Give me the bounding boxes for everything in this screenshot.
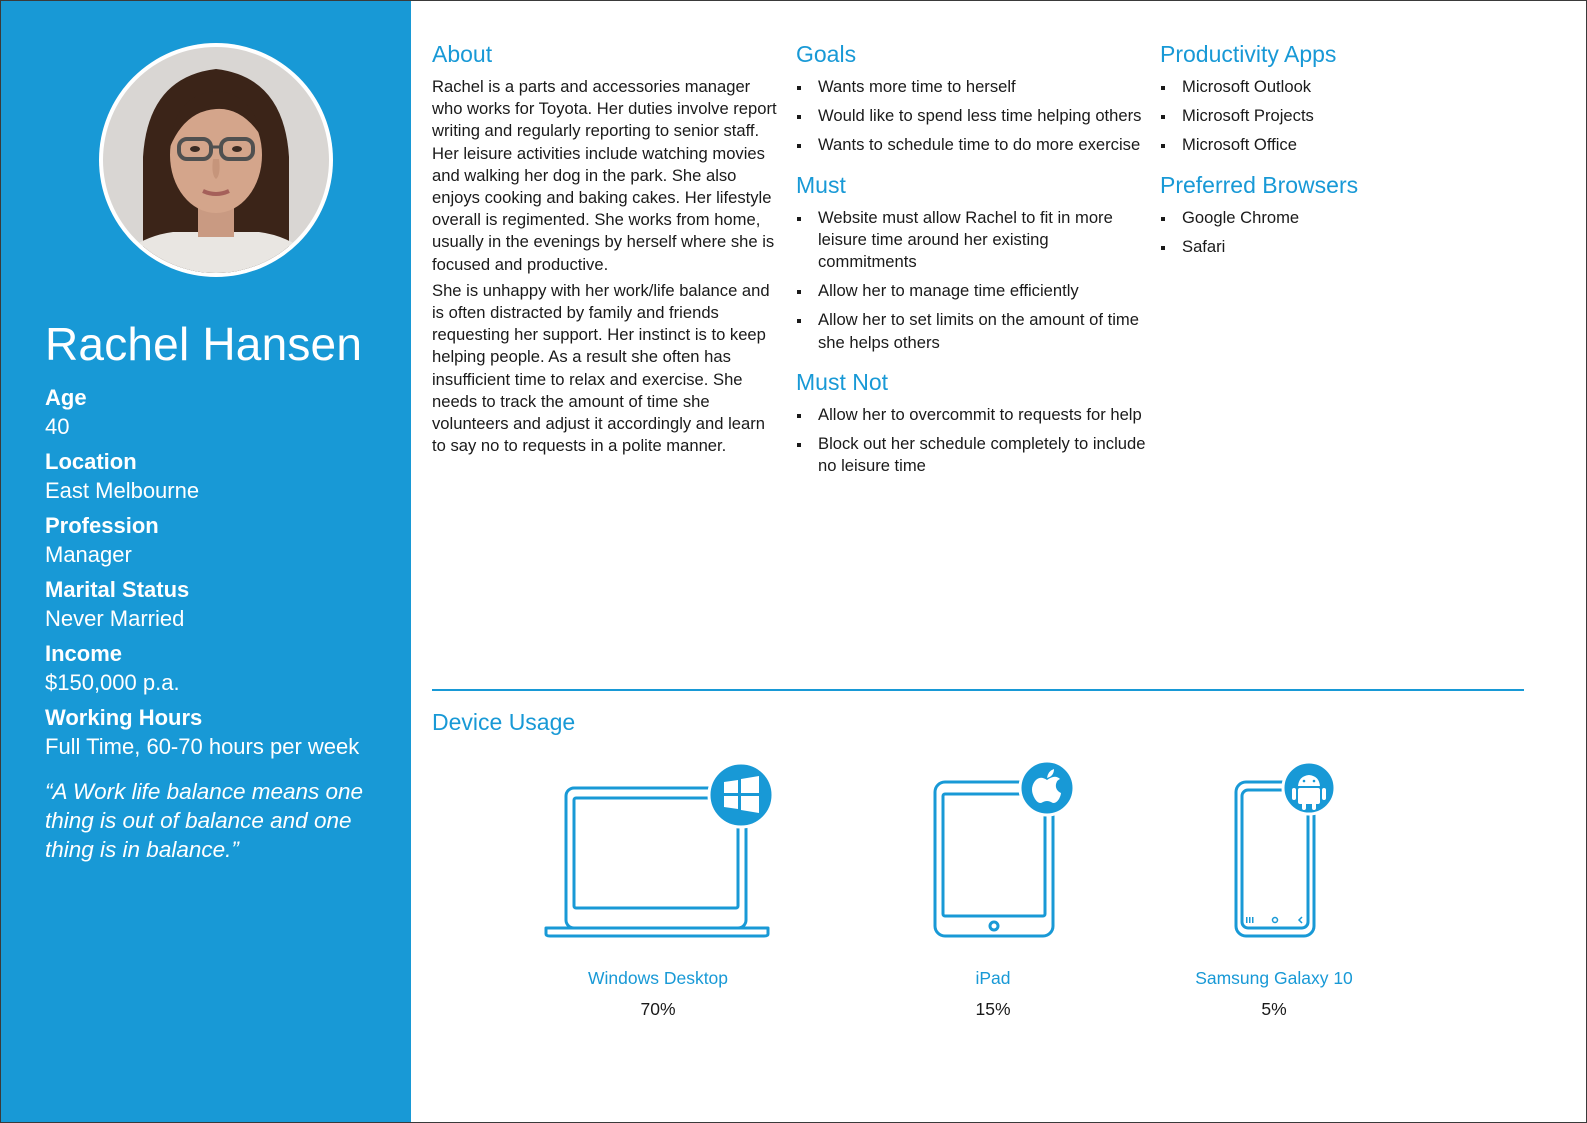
- device-samsung-galaxy: [1124, 760, 1424, 1019]
- device-name: iPad: [975, 968, 1011, 988]
- persona-photo: [103, 47, 329, 273]
- laptop-icon: [508, 760, 808, 960]
- device-ipad: [843, 760, 1143, 1019]
- productivity-apps-list: [1160, 76, 1540, 157]
- device-percent: 15%: [975, 999, 1011, 1019]
- avatar: [99, 43, 333, 277]
- fact-working-hours: [45, 703, 395, 760]
- fact-value: East Melbourne: [45, 478, 200, 503]
- fact-label: Income: [45, 641, 123, 666]
- fact-value: Never Married: [45, 606, 185, 631]
- fact-label: Age: [45, 385, 87, 410]
- windows-logo-icon: [709, 763, 773, 827]
- preferred-browsers-heading: Preferred Browsers: [1160, 171, 1359, 198]
- about-paragraph: She is unhappy with her work/life balance and is often distracted by family and friends requesting her support. Her instinct is to keep helping people. As a result she often has insufficient time to relax and exercise. She needs to track the amount of time she volunteers and adjust it accordingly and learn to say no to requests in a polite manner.: [432, 280, 770, 456]
- persona-facts: [45, 383, 395, 767]
- list-item: Block out her schedule completely to include no leisure time: [796, 433, 1146, 477]
- goals-section: [796, 38, 1146, 489]
- goals-heading: Goals: [796, 41, 857, 67]
- must-not-heading: Must Not: [796, 368, 889, 395]
- fact-location: [45, 447, 395, 504]
- list-item: Would like to spend less time helping others: [796, 105, 1146, 127]
- device-windows-desktop: [508, 760, 808, 1019]
- fact-value: $150,000 p.a.: [45, 670, 180, 695]
- list-item: Wants to schedule time to do more exercise: [796, 134, 1146, 156]
- list-item: Wants more time to herself: [796, 76, 1146, 98]
- tablet-icon: [843, 760, 1143, 960]
- fact-income: [45, 639, 395, 696]
- apps-section: [1160, 38, 1540, 270]
- list-item: Microsoft Projects: [1160, 105, 1540, 127]
- list-item: Safari: [1160, 236, 1540, 258]
- device-usage-heading: Device Usage: [432, 709, 576, 735]
- list-item: Google Chrome: [1160, 207, 1540, 229]
- must-heading: Must: [796, 171, 846, 198]
- goals-list: [796, 76, 1146, 157]
- fact-label: Profession: [45, 513, 159, 538]
- section-divider: [432, 689, 1524, 691]
- device-percent: 5%: [1261, 999, 1287, 1019]
- fact-value: Full Time, 60-70 hours per week: [45, 734, 360, 759]
- must-list: [796, 207, 1146, 354]
- list-item: Allow her to overcommit to requests for help: [796, 404, 1146, 426]
- persona-quote: “A Work life balance means one thing is out of balance and one thing is in balance.”: [45, 779, 364, 862]
- about-heading: About: [432, 41, 493, 67]
- persona-name: Rachel Hansen: [45, 318, 363, 370]
- list-item: Website must allow Rachel to fit in more leisure time around her existing commitments: [796, 207, 1146, 274]
- fact-value: 40: [45, 414, 70, 439]
- fact-marital-status: [45, 575, 395, 632]
- device-percent: 70%: [640, 999, 676, 1019]
- phone-icon: [1124, 760, 1424, 960]
- android-logo-icon: [1283, 762, 1335, 814]
- list-item: Allow her to set limits on the amount of time she helps others: [796, 309, 1146, 353]
- profile-sidebar: [1, 1, 411, 1122]
- list-item: Microsoft Office: [1160, 134, 1540, 156]
- fact-profession: [45, 511, 395, 568]
- fact-label: Marital Status: [45, 577, 190, 602]
- fact-age: [45, 383, 395, 440]
- fact-value: Manager: [45, 542, 132, 567]
- list-item: Allow her to manage time efficiently: [796, 280, 1146, 302]
- device-name: Windows Desktop: [587, 968, 729, 988]
- about-section: [432, 38, 777, 461]
- list-item: Microsoft Outlook: [1160, 76, 1540, 98]
- fact-label: Location: [45, 449, 137, 474]
- must-not-list: [796, 404, 1146, 478]
- preferred-browsers-list: [1160, 207, 1540, 258]
- productivity-apps-heading: Productivity Apps: [1160, 41, 1337, 67]
- about-paragraph: Rachel is a parts and accessories manager who works for Toyota. Her duties involve report writing and regularly reporting to senior staff. Her leisure activities include watching movies and walking her dog in the park. She also enjoys cooking and baking cakes. Her lifestyle overall is regimented. She works from home, usually in the evenings by herself where she is focused and productive.: [432, 77, 777, 274]
- fact-label: Working Hours: [45, 705, 203, 730]
- device-name: Samsung Galaxy 10: [1195, 968, 1353, 988]
- apple-logo-icon: [1020, 761, 1074, 815]
